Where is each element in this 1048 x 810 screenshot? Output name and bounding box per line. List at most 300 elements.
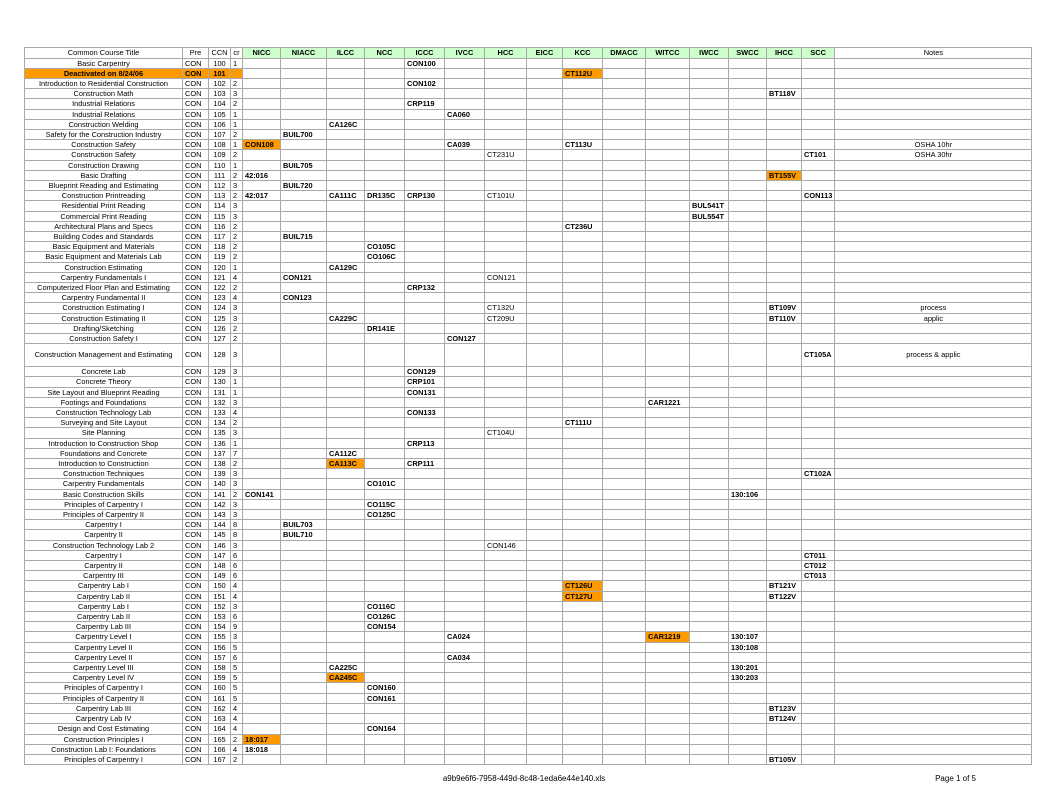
course-code-iccc: CON131: [405, 387, 445, 397]
table-row: [25, 180, 1032, 190]
course-code-swcc: [729, 581, 767, 591]
course-code-iwcc: [690, 642, 729, 652]
course-code-swcc: [729, 387, 767, 397]
course-code-niacc: [281, 754, 327, 764]
course-code-kcc: [563, 438, 603, 448]
course-code-eicc: [527, 714, 563, 724]
course-code-scc: [802, 744, 835, 754]
credit-cell: 3: [231, 510, 243, 520]
course-code-iwcc: [690, 99, 729, 109]
credit-cell: [231, 68, 243, 78]
course-code-iwcc: [690, 242, 729, 252]
course-code-iccc: CRP113: [405, 438, 445, 448]
ccn-cell: 126: [209, 323, 231, 333]
course-title-cell: Carpentry I: [25, 520, 183, 530]
course-title-cell: Blueprint Reading and Estimating: [25, 180, 183, 190]
course-code-dmacc: [603, 714, 646, 724]
course-code-eicc: [527, 180, 563, 190]
notes-cell: [835, 387, 1032, 397]
course-code-eicc: [527, 242, 563, 252]
credit-cell: 2: [231, 129, 243, 139]
table-body: [25, 58, 1032, 765]
course-code-hcc: [485, 367, 527, 377]
course-code-ivcc: [445, 408, 485, 418]
course-code-kcc: [563, 601, 603, 611]
course-code-eicc: [527, 313, 563, 323]
notes-cell: [835, 673, 1032, 683]
course-code-eicc: [527, 499, 563, 509]
course-code-dmacc: [603, 479, 646, 489]
course-code-ilcc: [327, 201, 365, 211]
course-code-dmacc: [603, 160, 646, 170]
course-code-kcc: [563, 673, 603, 683]
course-code-nicc: 18:018: [243, 744, 281, 754]
course-code-ivcc: CON127: [445, 333, 485, 343]
notes-cell: [835, 612, 1032, 622]
notes-cell: [835, 448, 1032, 458]
course-code-scc: [802, 754, 835, 764]
course-code-ilcc: [327, 714, 365, 724]
course-code-ihcc: [767, 642, 802, 652]
course-code-swcc: [729, 180, 767, 190]
course-code-iccc: [405, 170, 445, 180]
notes-cell: [835, 520, 1032, 530]
course-code-kcc: [563, 242, 603, 252]
prefix-cell: CON: [183, 78, 209, 88]
course-code-ivcc: [445, 663, 485, 673]
course-code-iccc: [405, 140, 445, 150]
prefix-cell: CON: [183, 714, 209, 724]
course-code-iccc: CON129: [405, 367, 445, 377]
course-code-swcc: [729, 683, 767, 693]
course-code-swcc: [729, 418, 767, 428]
course-code-nicc: [243, 252, 281, 262]
course-code-hcc: [485, 622, 527, 632]
prefix-cell: CON: [183, 211, 209, 221]
course-code-eicc: [527, 262, 563, 272]
course-code-ivcc: [445, 129, 485, 139]
course-code-dmacc: [603, 272, 646, 282]
ccn-cell: 106: [209, 119, 231, 129]
course-code-swcc: [729, 734, 767, 744]
course-code-dmacc: [603, 313, 646, 323]
prefix-cell: CON: [183, 601, 209, 611]
course-code-kcc: [563, 744, 603, 754]
course-code-nicc: [243, 242, 281, 252]
course-code-iccc: [405, 724, 445, 734]
course-code-eicc: [527, 622, 563, 632]
course-code-dmacc: [603, 180, 646, 190]
credit-cell: 3: [231, 201, 243, 211]
course-code-witcc: [646, 428, 690, 438]
table-row: [25, 632, 1032, 642]
prefix-cell: CON: [183, 724, 209, 734]
credit-cell: 2: [231, 754, 243, 764]
course-code-hcc: [485, 89, 527, 99]
notes-cell: [835, 272, 1032, 282]
course-code-witcc: [646, 160, 690, 170]
course-code-kcc: [563, 540, 603, 550]
course-code-ilcc: [327, 170, 365, 180]
course-code-ncc: [365, 313, 405, 323]
course-code-nicc: [243, 99, 281, 109]
course-code-eicc: [527, 303, 563, 313]
course-code-niacc: [281, 438, 327, 448]
course-code-ilcc: [327, 323, 365, 333]
course-code-witcc: [646, 448, 690, 458]
course-code-hcc: [485, 140, 527, 150]
prefix-cell: CON: [183, 323, 209, 333]
table-row: [25, 303, 1032, 313]
header-school-kcc: KCC: [563, 48, 603, 59]
notes-cell: [835, 703, 1032, 713]
course-code-swcc: [729, 344, 767, 367]
course-code-iwcc: [690, 703, 729, 713]
table-row: [25, 622, 1032, 632]
course-code-iccc: [405, 693, 445, 703]
course-code-niacc: BUIL710: [281, 530, 327, 540]
course-code-kcc: [563, 520, 603, 530]
ccn-cell: 116: [209, 221, 231, 231]
course-code-witcc: [646, 78, 690, 88]
notes-cell: [835, 540, 1032, 550]
course-code-kcc: [563, 754, 603, 764]
course-code-witcc: [646, 591, 690, 601]
course-code-hcc: [485, 459, 527, 469]
course-code-ivcc: [445, 303, 485, 313]
course-code-eicc: [527, 724, 563, 734]
course-title-cell: Introduction to Residential Construction: [25, 78, 183, 88]
course-code-niacc: [281, 78, 327, 88]
course-code-niacc: [281, 510, 327, 520]
course-code-witcc: [646, 663, 690, 673]
course-code-nicc: [243, 397, 281, 407]
course-code-iwcc: [690, 571, 729, 581]
prefix-cell: CON: [183, 612, 209, 622]
course-code-hcc: [485, 387, 527, 397]
course-code-iccc: [405, 272, 445, 282]
table-row: [25, 282, 1032, 292]
course-code-ilcc: [327, 367, 365, 377]
table-row: [25, 160, 1032, 170]
course-code-dmacc: [603, 561, 646, 571]
course-code-eicc: [527, 581, 563, 591]
course-code-kcc: [563, 530, 603, 540]
course-code-eicc: [527, 140, 563, 150]
course-code-swcc: [729, 428, 767, 438]
course-code-ilcc: CA229C: [327, 313, 365, 323]
course-code-ncc: CO101C: [365, 479, 405, 489]
course-code-nicc: [243, 272, 281, 282]
course-code-ncc: [365, 652, 405, 662]
course-code-ihcc: [767, 293, 802, 303]
course-code-scc: CT013: [802, 571, 835, 581]
course-code-witcc: [646, 703, 690, 713]
ccn-cell: 123: [209, 293, 231, 303]
course-code-ilcc: CA129C: [327, 262, 365, 272]
course-code-eicc: [527, 703, 563, 713]
course-code-nicc: [243, 622, 281, 632]
course-code-hcc: [485, 293, 527, 303]
table-row: [25, 754, 1032, 764]
credit-cell: 2: [231, 242, 243, 252]
table-row: [25, 408, 1032, 418]
course-code-niacc: [281, 734, 327, 744]
course-code-witcc: [646, 530, 690, 540]
ccn-cell: 147: [209, 550, 231, 560]
course-code-ilcc: [327, 703, 365, 713]
table-row: [25, 119, 1032, 129]
course-code-niacc: [281, 540, 327, 550]
prefix-cell: CON: [183, 499, 209, 509]
course-code-hcc: [485, 377, 527, 387]
ccn-cell: 165: [209, 734, 231, 744]
table-row: [25, 428, 1032, 438]
course-code-hcc: [485, 693, 527, 703]
course-code-niacc: [281, 313, 327, 323]
notes-cell: [835, 242, 1032, 252]
course-code-ihcc: [767, 344, 802, 367]
course-code-ncc: [365, 469, 405, 479]
course-code-ivcc: [445, 622, 485, 632]
course-code-iccc: [405, 581, 445, 591]
course-code-dmacc: [603, 652, 646, 662]
course-code-iccc: [405, 293, 445, 303]
course-code-iwcc: [690, 622, 729, 632]
course-code-niacc: [281, 703, 327, 713]
course-code-kcc: [563, 129, 603, 139]
credit-cell: 5: [231, 642, 243, 652]
course-code-niacc: [281, 428, 327, 438]
course-code-ihcc: [767, 550, 802, 560]
course-code-witcc: [646, 272, 690, 282]
credit-cell: 2: [231, 734, 243, 744]
course-code-nicc: [243, 333, 281, 343]
course-code-ihcc: [767, 612, 802, 622]
course-code-ncc: [365, 744, 405, 754]
course-code-dmacc: [603, 252, 646, 262]
course-code-ncc: [365, 561, 405, 571]
course-code-iccc: [405, 714, 445, 724]
course-code-ncc: [365, 703, 405, 713]
course-code-swcc: [729, 367, 767, 377]
course-code-ivcc: [445, 459, 485, 469]
prefix-cell: CON: [183, 344, 209, 367]
course-code-nicc: [243, 510, 281, 520]
table-row: [25, 262, 1032, 272]
course-title-cell: Principles of Carpentry I: [25, 499, 183, 509]
course-code-ivcc: CA039: [445, 140, 485, 150]
course-code-scc: [802, 489, 835, 499]
course-code-kcc: [563, 323, 603, 333]
course-code-ncc: [365, 262, 405, 272]
course-code-ivcc: [445, 387, 485, 397]
course-code-iwcc: [690, 540, 729, 550]
course-code-ncc: CO106C: [365, 252, 405, 262]
course-code-iwcc: [690, 387, 729, 397]
course-code-iwcc: [690, 530, 729, 540]
course-code-niacc: [281, 140, 327, 150]
credit-cell: 2: [231, 459, 243, 469]
course-code-iwcc: [690, 428, 729, 438]
course-code-ivcc: [445, 99, 485, 109]
course-code-ncc: CON164: [365, 724, 405, 734]
notes-cell: [835, 367, 1032, 377]
course-code-iccc: [405, 397, 445, 407]
ccn-cell: 101: [209, 68, 231, 78]
course-code-kcc: [563, 272, 603, 282]
ccn-cell: 117: [209, 231, 231, 241]
course-code-hcc: [485, 479, 527, 489]
course-code-kcc: [563, 180, 603, 190]
course-code-ilcc: [327, 89, 365, 99]
course-code-iwcc: [690, 377, 729, 387]
course-code-hcc: [485, 170, 527, 180]
ccn-cell: 128: [209, 344, 231, 367]
course-code-hcc: [485, 129, 527, 139]
course-code-dmacc: [603, 282, 646, 292]
course-code-iccc: [405, 489, 445, 499]
course-code-witcc: [646, 612, 690, 622]
credit-cell: 2: [231, 323, 243, 333]
table-row: [25, 252, 1032, 262]
course-code-scc: [802, 129, 835, 139]
header-school-nicc: NICC: [243, 48, 281, 59]
notes-cell: [835, 109, 1032, 119]
ccn-cell: 159: [209, 673, 231, 683]
course-code-dmacc: [603, 754, 646, 764]
ccn-cell: 124: [209, 303, 231, 313]
course-title-cell: Surveying and Site Layout: [25, 418, 183, 428]
ccn-cell: 127: [209, 333, 231, 343]
course-code-ivcc: [445, 323, 485, 333]
ccn-cell: 121: [209, 272, 231, 282]
course-title-cell: Construction Safety I: [25, 333, 183, 343]
notes-cell: [835, 652, 1032, 662]
ccn-cell: 138: [209, 459, 231, 469]
course-code-iccc: CRP101: [405, 377, 445, 387]
table-row: [25, 561, 1032, 571]
course-code-nicc: 42:016: [243, 170, 281, 180]
course-code-ivcc: [445, 418, 485, 428]
course-code-ncc: CO115C: [365, 499, 405, 509]
ccn-cell: 110: [209, 160, 231, 170]
course-code-dmacc: [603, 459, 646, 469]
course-code-hcc: [485, 201, 527, 211]
course-code-hcc: [485, 714, 527, 724]
notes-cell: [835, 683, 1032, 693]
course-code-nicc: [243, 180, 281, 190]
course-code-ilcc: [327, 387, 365, 397]
course-code-ncc: [365, 428, 405, 438]
prefix-cell: CON: [183, 520, 209, 530]
course-code-ilcc: [327, 489, 365, 499]
course-code-hcc: [485, 673, 527, 683]
course-code-iccc: [405, 221, 445, 231]
course-code-eicc: [527, 333, 563, 343]
course-title-cell: Principles of Carpentry II: [25, 693, 183, 703]
course-code-swcc: 130:203: [729, 673, 767, 683]
notes-cell: [835, 581, 1032, 591]
course-code-eicc: [527, 129, 563, 139]
course-code-ivcc: [445, 479, 485, 489]
course-code-niacc: [281, 303, 327, 313]
ccn-cell: 164: [209, 724, 231, 734]
course-code-ilcc: [327, 754, 365, 764]
notes-cell: process: [835, 303, 1032, 313]
credit-cell: 3: [231, 180, 243, 190]
course-code-ivcc: [445, 367, 485, 377]
course-code-ihcc: [767, 68, 802, 78]
course-code-ncc: [365, 221, 405, 231]
course-code-iwcc: [690, 252, 729, 262]
course-code-niacc: [281, 119, 327, 129]
course-code-hcc: [485, 252, 527, 262]
course-code-iccc: CON102: [405, 78, 445, 88]
course-code-nicc: [243, 89, 281, 99]
course-code-swcc: [729, 499, 767, 509]
course-code-hcc: [485, 221, 527, 231]
course-code-ncc: CO125C: [365, 510, 405, 520]
course-code-iwcc: [690, 652, 729, 662]
course-code-iwcc: [690, 129, 729, 139]
course-code-ivcc: [445, 612, 485, 622]
course-code-iwcc: [690, 479, 729, 489]
course-code-kcc: CT127U: [563, 591, 603, 601]
course-code-ihcc: [767, 160, 802, 170]
course-title-cell: Carpentry Lab IV: [25, 714, 183, 724]
course-code-ilcc: [327, 78, 365, 88]
course-code-witcc: [646, 150, 690, 160]
credit-cell: 5: [231, 693, 243, 703]
course-code-ncc: [365, 170, 405, 180]
course-code-ihcc: [767, 632, 802, 642]
course-code-ivcc: [445, 272, 485, 282]
course-code-ivcc: [445, 591, 485, 601]
course-code-dmacc: [603, 581, 646, 591]
course-title-cell: Carpentry Lab II: [25, 591, 183, 601]
course-code-ilcc: [327, 612, 365, 622]
course-code-ncc: [365, 231, 405, 241]
credit-cell: 6: [231, 652, 243, 662]
course-code-scc: [802, 397, 835, 407]
course-code-swcc: [729, 68, 767, 78]
course-title-cell: Concrete Theory: [25, 377, 183, 387]
course-code-ncc: [365, 58, 405, 68]
course-code-scc: [802, 724, 835, 734]
course-code-dmacc: [603, 469, 646, 479]
course-code-nicc: [243, 387, 281, 397]
course-code-niacc: [281, 683, 327, 693]
course-title-cell: Principles of Carpentry I: [25, 683, 183, 693]
course-code-niacc: [281, 744, 327, 754]
course-code-iccc: [405, 89, 445, 99]
course-code-iccc: [405, 344, 445, 367]
course-code-kcc: [563, 231, 603, 241]
course-code-eicc: [527, 68, 563, 78]
notes-cell: [835, 333, 1032, 343]
table-row: [25, 744, 1032, 754]
course-code-ivcc: [445, 734, 485, 744]
course-code-eicc: [527, 408, 563, 418]
course-title-cell: Construction Drawing: [25, 160, 183, 170]
course-code-scc: [802, 68, 835, 78]
course-code-ihcc: BT124V: [767, 714, 802, 724]
course-code-dmacc: [603, 78, 646, 88]
table-row: [25, 201, 1032, 211]
course-code-kcc: [563, 282, 603, 292]
course-code-niacc: BUIL705: [281, 160, 327, 170]
